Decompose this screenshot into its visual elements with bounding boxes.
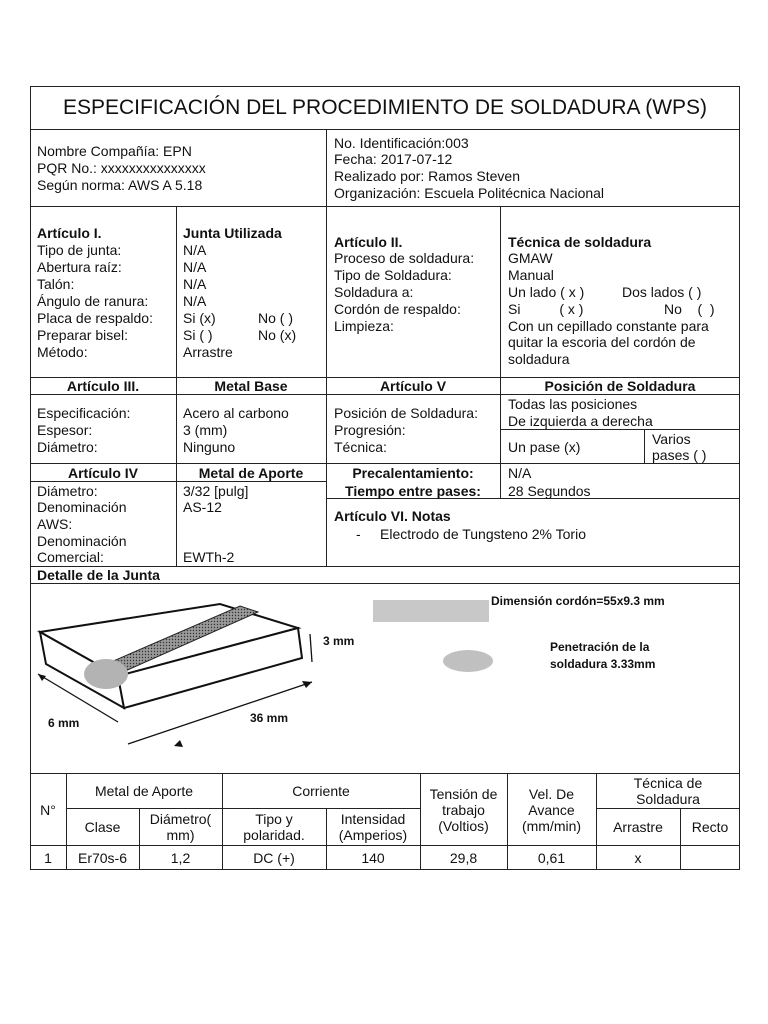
- art2-label: Limpieza:: [334, 318, 394, 334]
- art1-label: Placa de respaldo:: [37, 310, 153, 326]
- bisel-no: No (x): [258, 327, 297, 343]
- diametro-line: Diámetro(: [149, 811, 212, 827]
- art1-value: N/A: [183, 293, 207, 309]
- tipo-line: Tipo y: [255, 811, 293, 827]
- art1-label: Abertura raíz:: [37, 259, 122, 275]
- art1-label: Método:: [37, 344, 88, 360]
- art1-title: Artículo I.: [37, 225, 102, 241]
- identificacion: No. Identificación:003: [334, 135, 469, 151]
- limpieza-line: quitar la escoria del cordón de: [508, 334, 696, 350]
- art5-label: Progresión:: [334, 422, 406, 438]
- art2-label: Tipo de Soldadura:: [334, 267, 452, 283]
- art1-label: Ángulo de ranura:: [37, 293, 149, 309]
- cell-diametro: 1,2: [170, 849, 191, 866]
- col-clase-header: Clase: [84, 819, 121, 835]
- penetracion-label: Penetración de la: [550, 640, 650, 654]
- tiempo-label: Tiempo entre pases:: [345, 483, 481, 499]
- progresion-value: De izquierda a derecha: [508, 413, 653, 429]
- velocidad-line: Vel. De: [528, 785, 575, 802]
- metal-base-title: Metal Base: [214, 378, 288, 394]
- art6-title: Artículo VI. Notas: [334, 508, 451, 524]
- junta-utilizada-title: Junta Utilizada: [183, 225, 282, 241]
- col-intensidad-header: [326, 809, 420, 845]
- fecha: Fecha: 2017-07-12: [334, 151, 453, 167]
- art2-title: Artículo II.: [334, 234, 403, 250]
- col-corriente-header: Corriente: [292, 783, 350, 799]
- art3-value: 3 (mm): [183, 422, 228, 438]
- cell-intensidad: 140: [361, 849, 385, 866]
- norma: Según norma: AWS A 5.18: [37, 177, 203, 193]
- art1-value: Si (x): [183, 310, 216, 326]
- col-n-header: N°: [40, 801, 56, 818]
- cordon-no: No ( ): [664, 301, 715, 317]
- intensidad-line: (Amperios): [338, 827, 408, 843]
- art4-label: Denominación: [37, 499, 127, 515]
- cell-tipo: DC (+): [253, 849, 295, 866]
- tecnica-line: Soldadura: [636, 791, 700, 807]
- art4-aws: AS-12: [183, 499, 222, 515]
- art1-value: Si ( ): [183, 327, 213, 343]
- col-velocidad-header: [507, 774, 596, 845]
- cell-arrastre: x: [634, 849, 642, 866]
- precal-label: Precalentamiento:: [352, 465, 474, 481]
- art4-comercial: EWTh-2: [183, 549, 235, 565]
- dos-lados: Dos lados ( ): [622, 284, 702, 300]
- organizacion: Organización: Escuela Politécnica Nacional: [334, 185, 605, 201]
- cell-tension: 29,8: [449, 849, 478, 866]
- art1-label: Talón:: [37, 276, 75, 292]
- limpieza-line: Con un cepillado constante para: [508, 318, 709, 334]
- art4-label: Diámetro:: [37, 483, 98, 499]
- art4-label: Comercial:: [37, 549, 104, 565]
- tipo-line: polaridad.: [243, 827, 305, 843]
- col-tipo-header: [222, 809, 326, 845]
- cell-clase: Er70s-6: [77, 849, 128, 866]
- tension-line: Tensión de: [429, 785, 498, 802]
- cell-velocidad: 0,61: [537, 849, 566, 866]
- cell-recto: [680, 846, 740, 869]
- art1-label: Preparar bisel:: [37, 327, 129, 343]
- cordon-si: Si ( x ): [508, 301, 584, 317]
- tecnica-soldadura-title: Técnica de soldadura: [508, 234, 652, 250]
- art2-label: Cordón de respaldo:: [334, 301, 461, 317]
- art3-label: Especificación:: [37, 405, 131, 421]
- art1-value: Arrastre: [183, 344, 233, 360]
- col-tecnica-header: [596, 774, 740, 808]
- proceso-value: GMAW: [508, 250, 553, 266]
- cordon-label: Dimensión cordón=55x9.3 mm: [491, 594, 665, 608]
- art1-value: N/A: [183, 259, 207, 275]
- page-title: ESPECIFICACIÓN DEL PROCEDIMIENTO DE SOLDADURA (WPS): [62, 96, 708, 119]
- dim-3mm-label: 3 mm: [323, 634, 355, 648]
- velocidad-line: Avance: [528, 801, 575, 818]
- company-name: Nombre Compañía: EPN: [37, 143, 192, 159]
- art1-label: Tipo de junta:: [37, 242, 122, 258]
- art4-label: AWS:: [37, 516, 73, 532]
- art4-title: Artículo IV: [67, 465, 138, 481]
- col-recto-header: Recto: [691, 819, 729, 835]
- penetracion-label: soldadura 3.33mm: [550, 657, 656, 671]
- dim-6mm-label: 6 mm: [48, 716, 80, 730]
- art2-label: Proceso de soldadura:: [334, 250, 475, 266]
- intensidad-line: Intensidad: [340, 811, 406, 827]
- art3-value: Acero al carbono: [183, 405, 289, 421]
- art5-title: Artículo V: [379, 378, 447, 394]
- col-arrastre-header: Arrastre: [613, 819, 663, 835]
- limpieza-line: soldadura: [508, 351, 570, 367]
- art3-label: Diámetro:: [37, 439, 98, 455]
- un-lado: Un lado ( x ): [508, 284, 585, 300]
- pqr-number: PQR No.: xxxxxxxxxxxxxxx: [37, 160, 206, 176]
- un-pase: Un pase (x): [508, 439, 581, 455]
- art5-label: Posición de Soldadura:: [334, 405, 478, 421]
- note-bullet: -: [356, 526, 361, 542]
- art3-title: Artículo III.: [66, 378, 140, 394]
- tension-line: (Voltios): [438, 817, 489, 834]
- varios-pases: Varios: [652, 431, 691, 447]
- art3-value: Ninguno: [183, 439, 236, 455]
- precal-value: N/A: [508, 465, 532, 481]
- art3-label: Espesor:: [37, 422, 93, 438]
- tecnica-line: Técnica de: [633, 775, 703, 791]
- col-tension-header: [420, 774, 507, 845]
- art2-label: Soldadura a:: [334, 284, 414, 300]
- metal-aporte-title: Metal de Aporte: [198, 465, 304, 481]
- velocidad-line: (mm/min): [521, 817, 582, 834]
- posicion-soldadura-title: Posición de Soldadura: [544, 378, 696, 394]
- art4-label: Denominación: [37, 533, 127, 549]
- joint-diagram: [30, 584, 740, 773]
- tiempo-value: 28 Segundos: [508, 483, 591, 499]
- cell-n: 1: [44, 849, 52, 866]
- art1-value: N/A: [183, 242, 207, 258]
- diametro-line: mm): [166, 827, 195, 843]
- detalle-title: Detalle de la Junta: [37, 567, 160, 583]
- placa-no: No ( ): [258, 310, 293, 326]
- art4-diametro: 3/32 [pulg]: [183, 483, 249, 499]
- col-diametro-header: [139, 809, 222, 845]
- dim-36mm-label: 36 mm: [250, 711, 289, 725]
- col-metal-aporte-header: Metal de Aporte: [94, 783, 194, 799]
- tension-line: trabajo: [442, 801, 485, 818]
- art5-label: Técnica:: [334, 439, 387, 455]
- realizado-por: Realizado por: Ramos Steven: [334, 168, 520, 184]
- tipo-value: Manual: [508, 267, 554, 283]
- varios-pases: pases ( ): [652, 447, 707, 463]
- art1-value: N/A: [183, 276, 207, 292]
- note-text: Electrodo de Tungsteno 2% Torio: [380, 526, 586, 542]
- posiciones-value: Todas las posiciones: [508, 396, 638, 412]
